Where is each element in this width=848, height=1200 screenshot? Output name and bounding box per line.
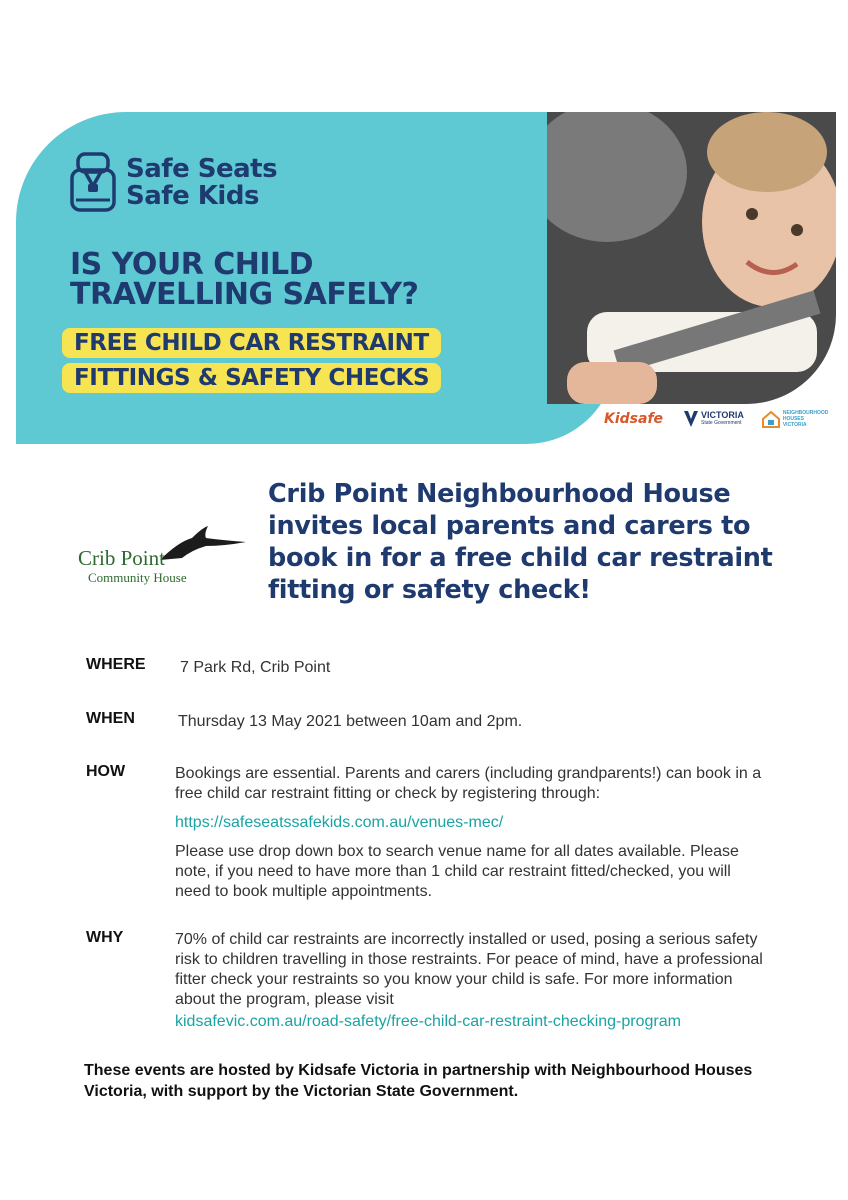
why-text: 70% of child car restraints are incorrectly installed or used, posing a serious safety risk to children travelling in those restraints. For peace of mind, have a professional fitter check your restraints so you know your child is safe. For more information about the program, please visit [175,931,763,1008]
booking-link[interactable]: https://safeseatssafekids.com.au/venues-mec/ [175,814,504,831]
how-label: HOW [86,763,126,780]
footer-note: These events are hosted by Kidsafe Victoria in partnership with Neighbourhood Houses Victoria, with support by the Victorian State Government. [84,1062,753,1100]
car-seat-icon [70,152,116,214]
program-link[interactable]: kidsafevic.com.au/road-safety/free-child-car-restraint-checking-program [175,1013,681,1030]
kidsafe-logo: Kidsafe [604,411,664,427]
victoria-v-icon [684,411,698,427]
where-label: WHERE [86,656,146,673]
how-text: Bookings are essential. Parents and carers (including grandparents!) can book in a free child car restraint fitting or check by registering through: [175,765,762,802]
community-house-subtitle: Community House [88,570,187,585]
brand-line-2: Safe Kids [126,181,259,211]
bird-icon [158,520,248,560]
victoria-government-logo: VICTORIA State Government [684,411,744,427]
house-icon [762,410,780,428]
headline [70,247,419,312]
pill-free-restraint: FREE CHILD CAR RESTRAINT [62,328,441,358]
community-house-name: Crib Point [78,546,165,570]
intro-heading: Crib Point Neighbourhood House invites local parents and carers to book in for a free child car restraint fitting or safety check! [268,479,773,605]
crib-point-community-house-logo [78,520,258,590]
where-value: 7 Park Rd, Crib Point [180,659,331,676]
child-in-car-seat-photo [547,112,836,404]
partner-logos [604,410,829,428]
safe-seats-brand [70,152,277,214]
headline-line-1: IS YOUR CHILD [70,247,314,282]
why-label: WHY [86,929,124,946]
brand-line-1: Safe Seats [126,154,278,184]
when-value: Thursday 13 May 2021 between 10am and 2pm. [178,713,523,730]
pill-fittings-checks: FITTINGS & SAFETY CHECKS [62,363,441,393]
headline-line-2: TRAVELLING SAFELY? [70,277,419,312]
neighbourhood-houses-logo: NEIGHBOURHOOD HOUSES VICTORIA [762,410,825,428]
how-note: Please use drop down box to search venue name for all dates available. Please note, if you need to have more than 1 child car restraint fitted/checked, you will need to book multiple appointments. [175,843,739,900]
brand-title [126,156,277,210]
hero-banner [16,112,836,444]
when-label: WHEN [86,710,135,727]
